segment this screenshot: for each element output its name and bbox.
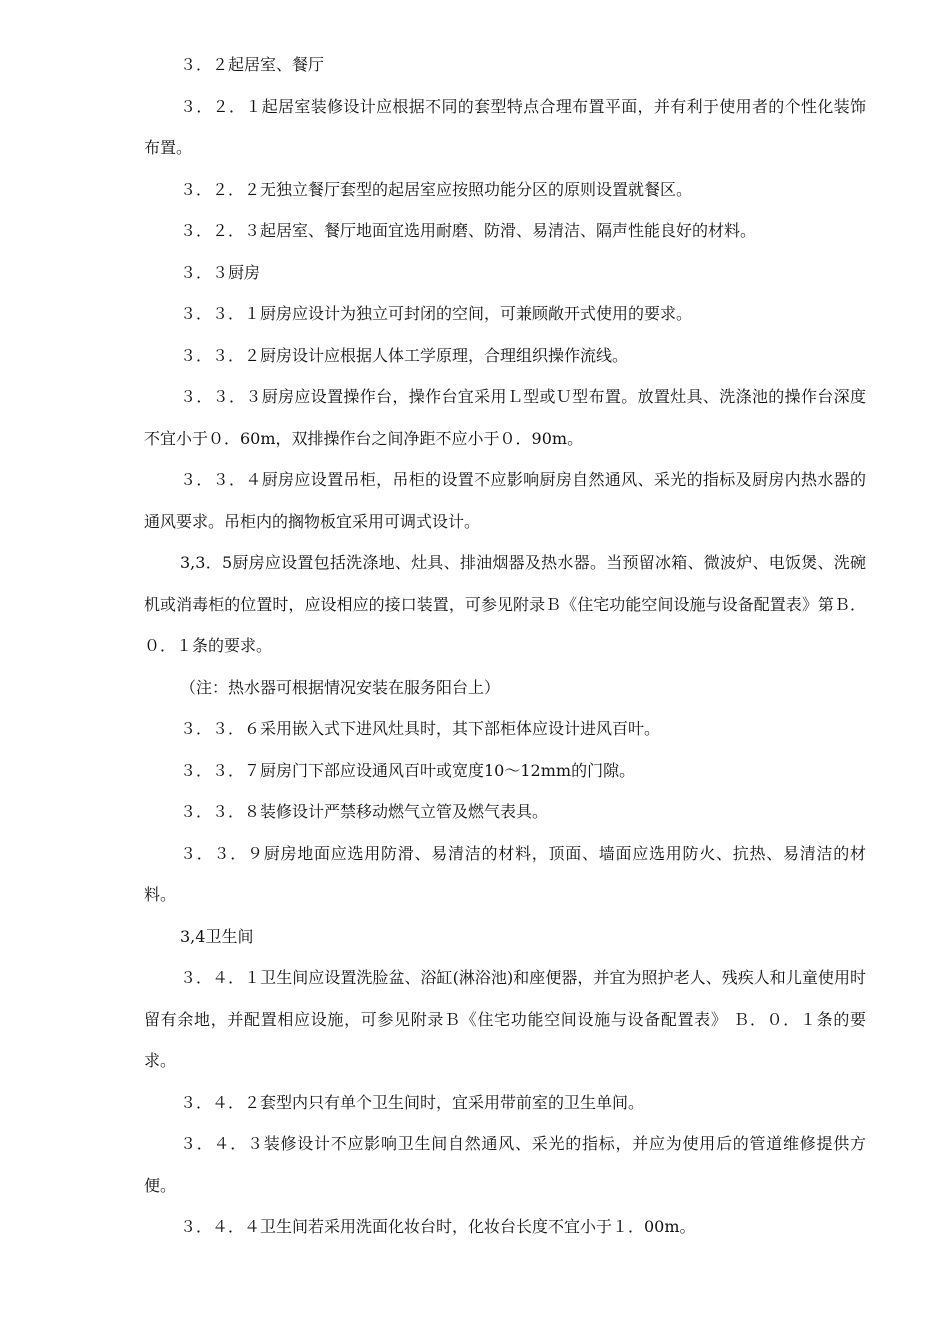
clause-3-3-8: ３．３．８装修设计严禁移动燃气立管及燃气表具。 xyxy=(180,802,549,821)
clause-3-4-2: ３．４．２套型内只有单个卫生间时，宜采用带前室的卫生单间。 xyxy=(180,1092,645,1112)
section-heading-3-2: ３．２起居室、餐厅 xyxy=(180,55,325,74)
section-heading-3-4: 3,4卫生间 xyxy=(180,926,254,946)
clause-3-3-2: ３．３．２厨房设计应根据人体工学原理，合理组织操作流线。 xyxy=(180,345,629,365)
clause-3-3-9: ３．３．９厨房地面应选用防滑、易清洁的材料，顶面、墙面应选用防火、抗热、易清洁的材料。 xyxy=(144,843,866,904)
clause-3-3-3: ３．３．３厨房应设置操作台，操作台宜采用Ｌ型或Ｕ型布置。放置灶具、洗涤池的操作台深度不宜小于０．60m，双排操作台之间净距不应小于０．90m。 xyxy=(144,387,866,448)
document-body xyxy=(144,44,866,1248)
section-heading-3-3: ３．３厨房 xyxy=(180,262,261,282)
clause-3-3-6: ３．３．６采用嵌入式下进风灶具时，其下部柜体应设计进风百叶。 xyxy=(180,719,661,738)
note-water-heater: （注：热水器可根据情况安装在服务阳台上） xyxy=(180,677,501,697)
clause-3-3-7: ３．３．７厨房门下部应设通风百叶或宽度10～12mm的门隙。 xyxy=(180,760,636,780)
clause-3-3-1: ３．３．１厨房应设计为独立可封闭的空间，可兼顾敞开式使用的要求。 xyxy=(180,304,693,323)
clause-3-2-2: ３．２．２无独立餐厅套型的起居室应按照功能分区的原则设置就餐区。 xyxy=(180,179,693,199)
clause-3-4-3: ３．４．３装修设计不应影响卫生间自然通风、采光的指标，并应为使用后的管道维修提供方便。 xyxy=(144,1134,866,1195)
clause-3-3-5: 3,3．5厨房应设置包括洗涤地、灶具、排油烟器及热水器。当预留冰箱、微波炉、电饭煲、洗碗机或消毒柜的位置时，应设相应的接口装置，可参见附录Ｂ《住宅功能空间设施与设备配置表》第Ｂ．０．１条的要求。 xyxy=(144,553,866,655)
clause-3-2-3: ３．２．３起居室、餐厅地面宜选用耐磨、防滑、易清洁、隔声性能良好的材料。 xyxy=(180,221,757,240)
clause-3-4-4: ３．４．４卫生间若采用洗面化妆台时，化妆台长度不宜小于１．00m。 xyxy=(180,1217,696,1236)
clause-3-2-1: ３．２．１起居室装修设计应根据不同的套型特点合理布置平面，并有利于使用者的个性化装饰布置。 xyxy=(144,96,866,157)
clause-3-4-1: ３．４．１卫生间应设置洗脸盆、浴缸(淋浴池)和座便器，并宜为照护老人、残疾人和儿童使用时留有余地，并配置相应设施，可参见附录Ｂ《住宅功能空间设施与设备配置表》 Ｂ．０．１条的要求。 xyxy=(144,968,866,1070)
clause-3-3-4: ３．３．４厨房应设置吊柜，吊柜的设置不应影响厨房自然通风、采光的指标及厨房内热水器的通风要求。吊柜内的搁物板宜采用可调式设计。 xyxy=(144,470,866,531)
